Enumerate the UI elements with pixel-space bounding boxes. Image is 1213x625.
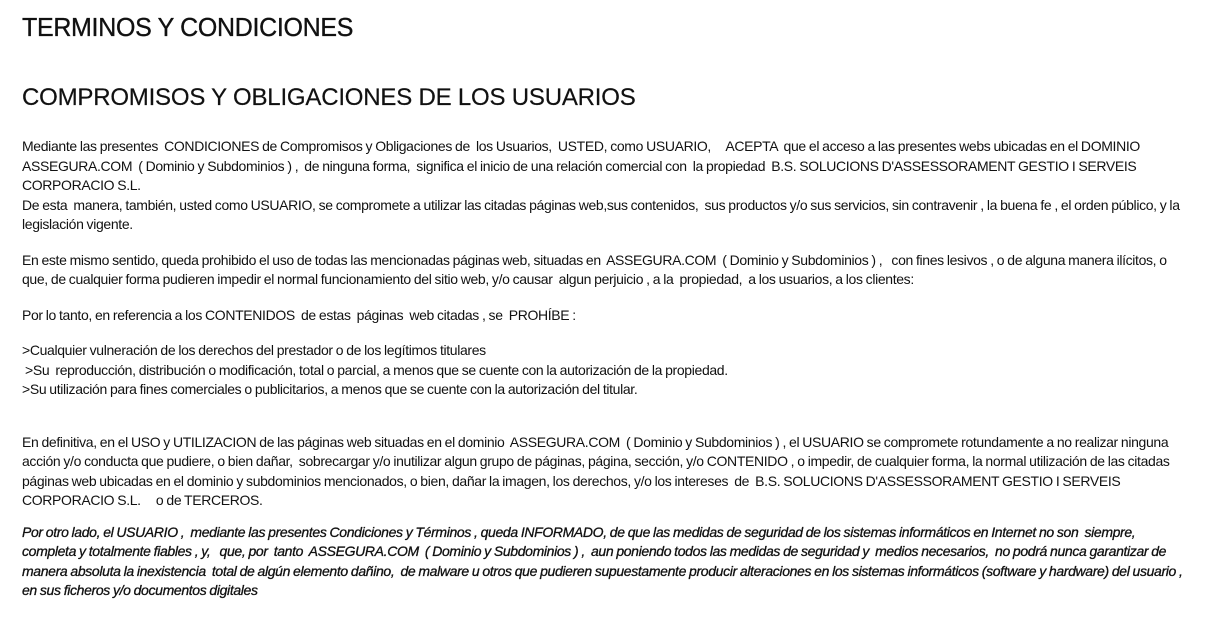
paragraph-intro-1: Mediante las presentes CONDICIONES de Compromisos y Obligaciones de los Usuarios, USTED, como USUARIO, ACEPTA que el acceso a las presentes webs ubicadas en el DOMINIO ASSEGURA.COM ( Dominio y Subdominios ) , de ninguna forma, significa el inicio de una relación comercial con la propiedad B.S. SOLUCIONS D'ASSESSORAMENT GESTIO I SERVEIS CORPORACIO S.L. (22, 138, 1146, 193)
list-item: >Cualquier vulneración de los derechos del prestador o de los legítimos titulares (22, 342, 486, 358)
paragraph-security-notice: Por otro lado, el USUARIO , mediante las presentes Condiciones y Términos , queda INFORMADO, de que las medidas de seguridad de los sistemas informáticos en Internet no son siempre, completa y totalmente fiables , y, que, por tanto ASSEGURA.COM ( Dominio y Subdominios ) , aun poniendo todos las medidas de seguridad y medios necesarios, no podrá nunca garantizar de manera absoluta la inexistencia total de algún elemento dañino, de malware u otros que pudieren supuestamente producir alteraciones en los sistemas informáticos (software y hardware) del usuario , en sus ficheros y/o documentos digitales (22, 523, 1189, 598)
paragraph-conclusion: En definitiva, en el USO y UTILIZACION de las páginas web situadas en el dominio ASSEGURA.COM ( Dominio y Subdominios ) , el USUARIO se compromete rotundamente a no realizar ninguna acción y/o conducta que pudiere, o bien dañar, sobrecargar y/o inutilizar algun grupo de páginas, página, sección, y/o CONTENIDO , o impedir, de cualquier forma, la normal utilización de las citadas páginas web ubicadas en el dominio y subdominios mencionados, o bien, dañar la imagen, los derechos, y/o los intereses de B.S. SOLUCIONS D'ASSESSORAMENT GESTIO I SERVEIS CORPORACIO S.L. o de TERCEROS. (22, 433, 1173, 508)
list-item: >Su utilización para fines comerciales o publicitarios, a menos que se cuente con la autorización del titular. (22, 381, 638, 397)
section-title: COMPROMISOS Y OBLIGACIONES DE LOS USUARIOS (22, 84, 636, 111)
list-item: >Su reproducción, distribución o modificación, total o parcial, a menos que se cuente con la autorización de la propiedad. (22, 361, 728, 378)
page-title: TERMINOS Y CONDICIONES (22, 12, 354, 42)
paragraph-contents-intro: Por lo tanto, en referencia a los CONTENIDOS de estas páginas web citadas , se PROHÍBE : (22, 306, 576, 323)
terms-document (22, 10, 1192, 601)
paragraph-prohibited-use: En este mismo sentido, queda prohibido el uso de todas las mencionadas páginas web, situadas en ASSEGURA.COM ( Dominio y Subdominios ) , con fines lesivos , o de alguna manera ilícitos, o que, de cualquier forma pudieren impedir el normal funcionamiento del sitio web, y/o causar algun perjuicio , a la propiedad, a los usuarios, a los clientes: (22, 251, 1170, 287)
paragraph-intro-2: De esta manera, también, usted como USUARIO, se compromete a utilizar las citadas páginas web,sus contenidos, sus productos y/o sus servicios, sin contravenir , la buena fe , el orden público, y la legislación vigente. (22, 196, 1183, 232)
terms-body (22, 137, 1192, 601)
prohibitions-list (22, 341, 1192, 400)
